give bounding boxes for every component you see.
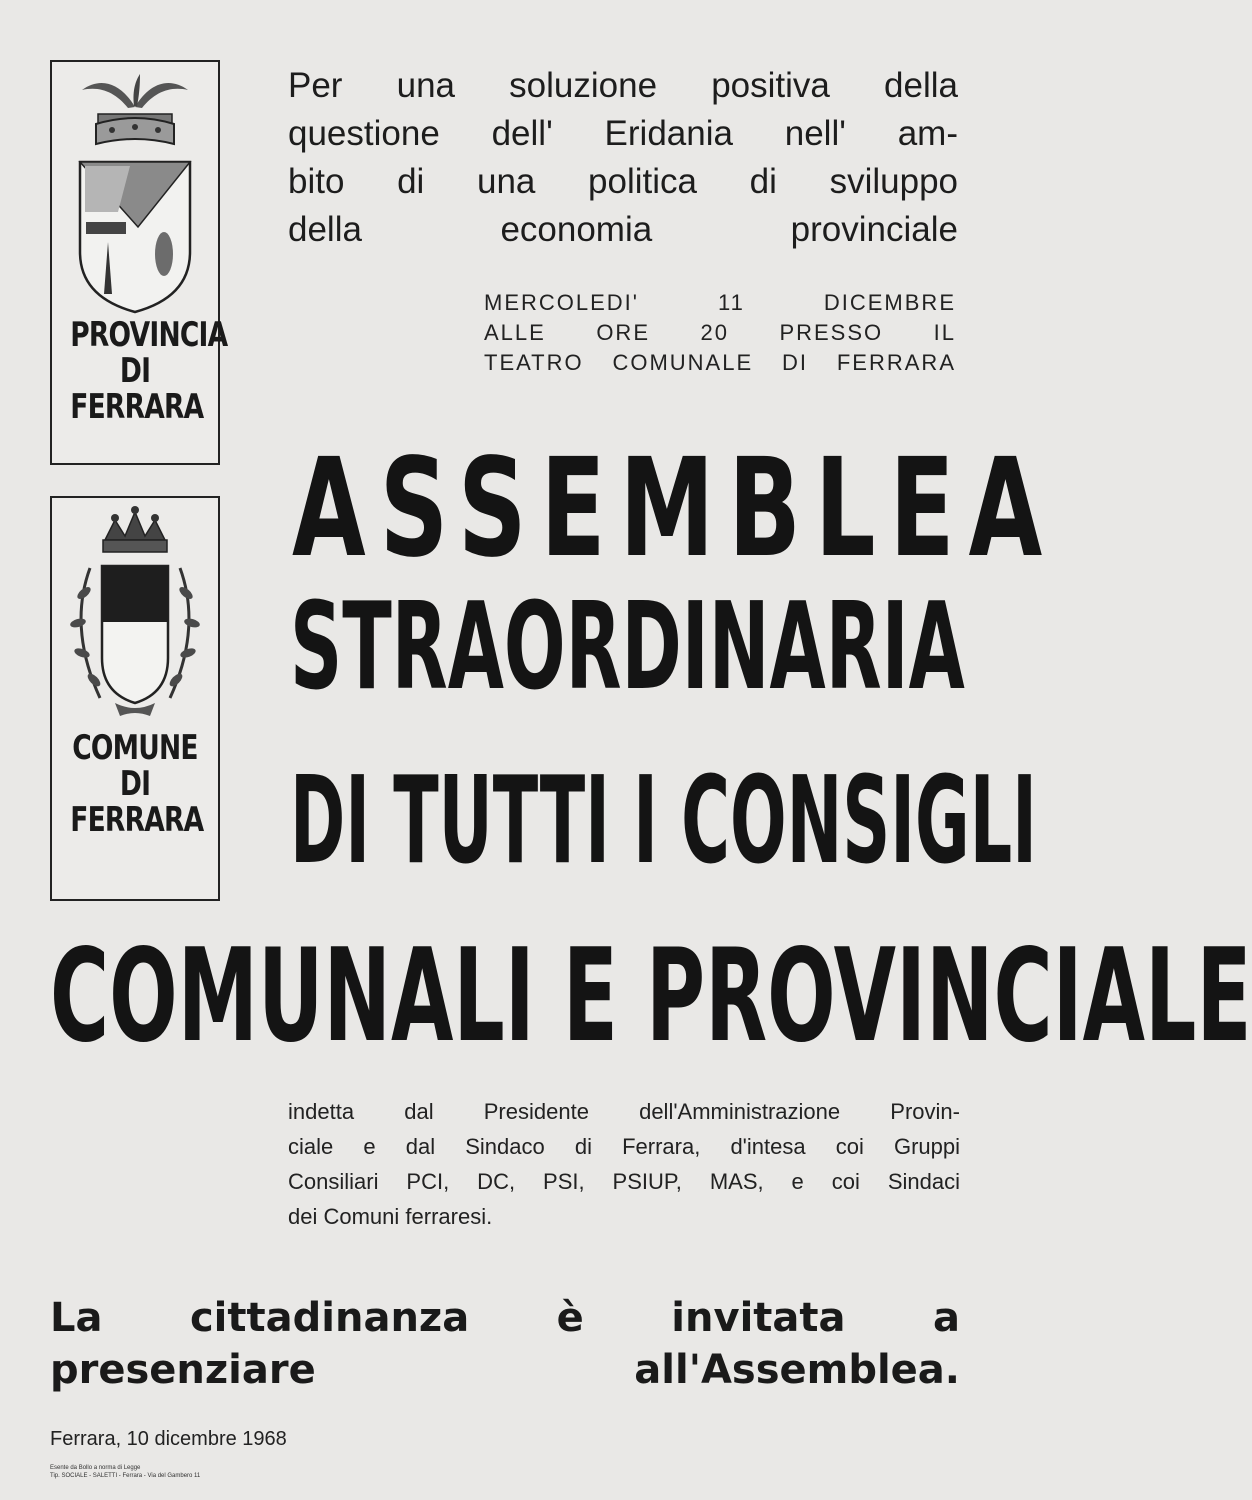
provincia-label-line: PROVINCIA — [70, 315, 228, 355]
title-line-comunali: COMUNALI E PROVINCIALE — [50, 922, 1252, 1071]
title-line-consigli: DI TUTTI I CONSIGLI — [290, 752, 1037, 891]
title-line-assemblea: ASSEMBLEA — [292, 430, 1057, 588]
event-detail-line: ALLE ORE 20 PRESSO IL — [484, 320, 956, 345]
body-line: ciale e dal Sindaco di Ferrara, d'intesa coi Gruppi — [288, 1134, 960, 1159]
comune-label-line: DI — [119, 764, 151, 804]
body-line: dei Comuni ferraresi. — [288, 1204, 493, 1229]
comune-label-line: FERRARA — [70, 800, 204, 840]
event-detail-line: MERCOLEDI' 11 DICEMBRE — [484, 290, 956, 315]
provincia-label — [70, 315, 228, 427]
event-detail-line: TEATRO COMUNALE DI FERRARA — [484, 350, 956, 375]
issue-date: Ferrara, 10 dicembre 1968 — [50, 1428, 287, 1450]
provincia-label-line: FERRARA — [70, 387, 204, 427]
imprint-line: Esente da Bollo a norma di Legge — [50, 1465, 141, 1471]
provincia-coat-of-arms-icon — [60, 62, 210, 317]
invitation-line: presenziare all'Assemblea. — [50, 1347, 960, 1393]
invitation-line: La cittadinanza è invitata a — [50, 1295, 960, 1341]
intro-heading — [288, 62, 958, 254]
provincia-label-line: DI — [119, 351, 151, 391]
comune-emblem-box — [50, 496, 220, 901]
invitation — [50, 1292, 960, 1396]
intro-line: bito di una politica di sviluppo — [288, 162, 958, 201]
comune-coat-of-arms-icon — [60, 498, 210, 730]
intro-line: questione dell' Eridania nell' am- — [288, 114, 958, 153]
imprint-line: Tip. SOCIALE - SALETTI - Ferrara - Via del Gambero 11 — [50, 1473, 201, 1479]
body-line: Consiliari PCI, DC, PSI, PSIUP, MAS, e coi Sindaci — [288, 1169, 960, 1194]
intro-line: Per una soluzione positiva della — [288, 66, 958, 105]
event-details — [484, 288, 956, 378]
provincia-emblem-box — [50, 60, 228, 465]
intro-line: della economia provinciale — [288, 210, 958, 249]
printer-imprint — [50, 1464, 200, 1480]
comune-label — [70, 728, 204, 840]
body-paragraph — [288, 1094, 960, 1234]
comune-label-line: COMUNE — [72, 728, 198, 768]
body-line: indetta dal Presidente dell'Amministrazione Provin- — [288, 1099, 960, 1124]
title-line-straordinaria: STRAORDINARIA — [290, 578, 965, 717]
